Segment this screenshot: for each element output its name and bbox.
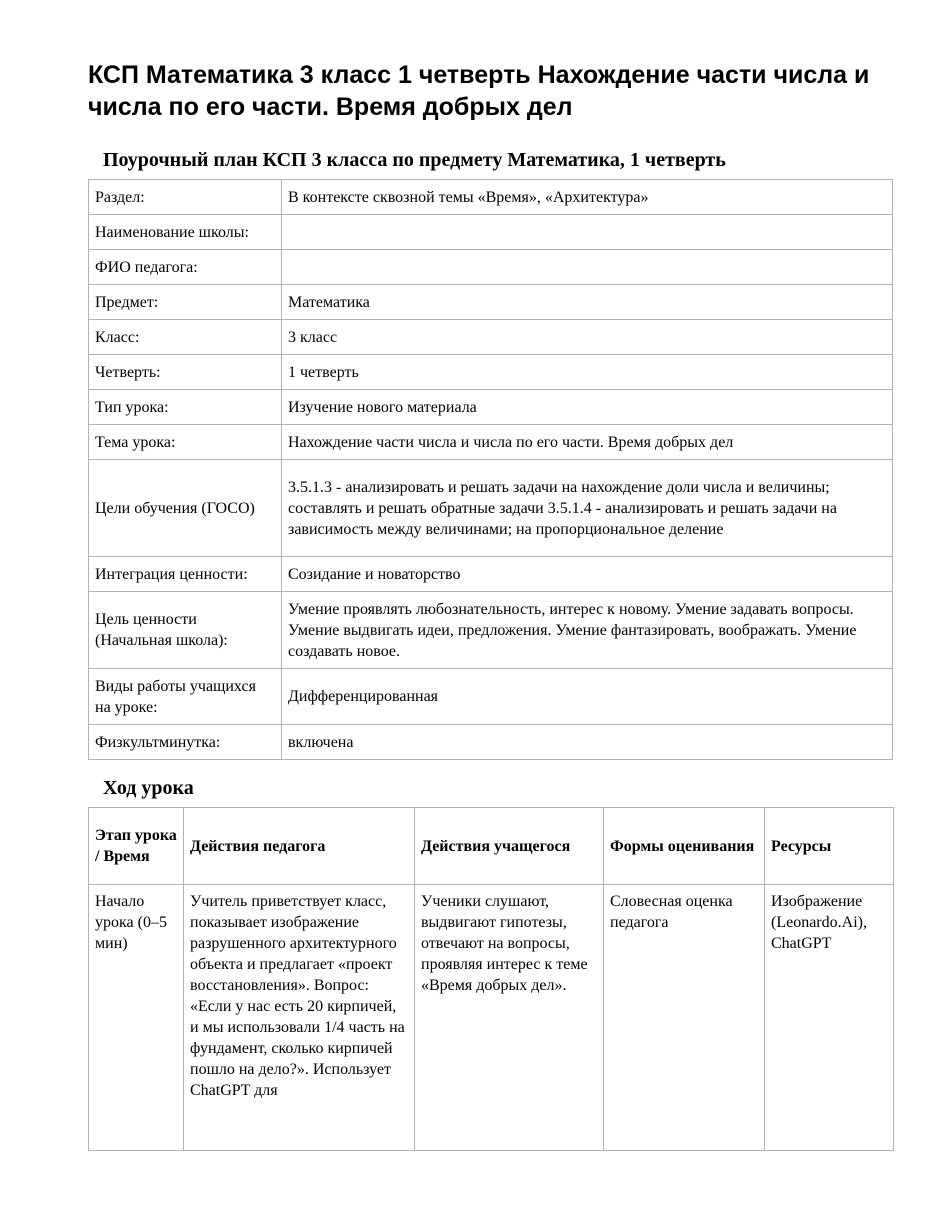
info-label: Четверть: bbox=[89, 355, 282, 390]
table-cell: Словесная оценка педагога bbox=[604, 885, 765, 1151]
info-value: включена bbox=[282, 725, 893, 760]
info-label: Предмет: bbox=[89, 285, 282, 320]
table-row bbox=[89, 669, 893, 725]
table-cell: Изображение (Leonardo.Ai), ChatGPT bbox=[765, 885, 894, 1151]
info-label: Раздел: bbox=[89, 180, 282, 215]
lesson-progress-heading: Ход урока bbox=[103, 777, 194, 799]
info-value: 3 класс bbox=[282, 320, 893, 355]
table-cell: Ученики слушают, выдвигают гипотезы, отвечают на вопросы, проявляя интерес к теме «Время добрых дел». bbox=[415, 885, 604, 1151]
table-row bbox=[89, 320, 893, 355]
info-label: Цель ценности (Начальная школа): bbox=[89, 592, 282, 669]
table-cell: Начало урока (0–5 мин) bbox=[89, 885, 184, 1151]
table-row bbox=[89, 557, 893, 592]
plan-heading: Поурочный план КСП 3 класса по предмету Математика, 1 четверть bbox=[103, 149, 726, 171]
document-title: КСП Математика 3 класс 1 четверть Нахождение части числа и числа по его части. Время добрых дел bbox=[88, 61, 870, 121]
info-label: ФИО педагога: bbox=[89, 250, 282, 285]
info-value bbox=[282, 250, 893, 285]
info-label: Класс: bbox=[89, 320, 282, 355]
info-label: Цели обучения (ГОСО) bbox=[89, 460, 282, 557]
info-value: Нахождение части числа и числа по его части. Время добрых дел bbox=[282, 425, 893, 460]
info-label: Виды работы учащихся на уроке: bbox=[89, 669, 282, 725]
column-header: Действия учащегося bbox=[415, 808, 604, 885]
table-row bbox=[89, 390, 893, 425]
info-value: Созидание и новаторство bbox=[282, 557, 893, 592]
table-row bbox=[89, 460, 893, 557]
table-row bbox=[89, 250, 893, 285]
info-label: Тема урока: bbox=[89, 425, 282, 460]
info-value: Математика bbox=[282, 285, 893, 320]
table-header-row bbox=[89, 808, 894, 885]
info-label: Наименование школы: bbox=[89, 215, 282, 250]
info-value: 1 четверть bbox=[282, 355, 893, 390]
table-row bbox=[89, 355, 893, 390]
column-header: Этап урока / Время bbox=[89, 808, 184, 885]
table-row bbox=[89, 885, 894, 1151]
info-value: 3.5.1.3 - анализировать и решать задачи на нахождение доли числа и величины; составлять и решать обратные задачи 3.5.1.4 - анализировать и решать задачи на зависимость между величинами; на пропорциональное деление bbox=[282, 460, 893, 557]
column-header: Ресурсы bbox=[765, 808, 894, 885]
table-row bbox=[89, 725, 893, 760]
table-cell: Учитель приветствует класс, показывает изображение разрушенного архитектурного объекта и предлагает «проект восстановления». Вопрос: «Если у нас есть 20 кирпичей, и мы использовали 1/4 часть на фундамент, сколько кирпичей пошло на дело?». Использует ChatGPT для bbox=[184, 885, 415, 1151]
info-value: Умение проявлять любознательность, интерес к новому. Умение задавать вопросы. Умение выдвигать идеи, предложения. Умение фантазировать, воображать. Умение создавать новое. bbox=[282, 592, 893, 669]
info-label: Физкультминутка: bbox=[89, 725, 282, 760]
info-label: Тип урока: bbox=[89, 390, 282, 425]
table-row bbox=[89, 592, 893, 669]
table-row bbox=[89, 180, 893, 215]
info-label: Интеграция ценности: bbox=[89, 557, 282, 592]
info-value: В контексте сквозной темы «Время», «Архитектура» bbox=[282, 180, 893, 215]
lesson-info-table bbox=[88, 179, 893, 760]
info-value bbox=[282, 215, 893, 250]
table-row bbox=[89, 215, 893, 250]
lesson-progress-table bbox=[88, 807, 894, 1151]
table-row bbox=[89, 425, 893, 460]
column-header: Действия педагога bbox=[184, 808, 415, 885]
table-row bbox=[89, 285, 893, 320]
info-value: Изучение нового материала bbox=[282, 390, 893, 425]
info-value: Дифференцированная bbox=[282, 669, 893, 725]
column-header: Формы оценивания bbox=[604, 808, 765, 885]
